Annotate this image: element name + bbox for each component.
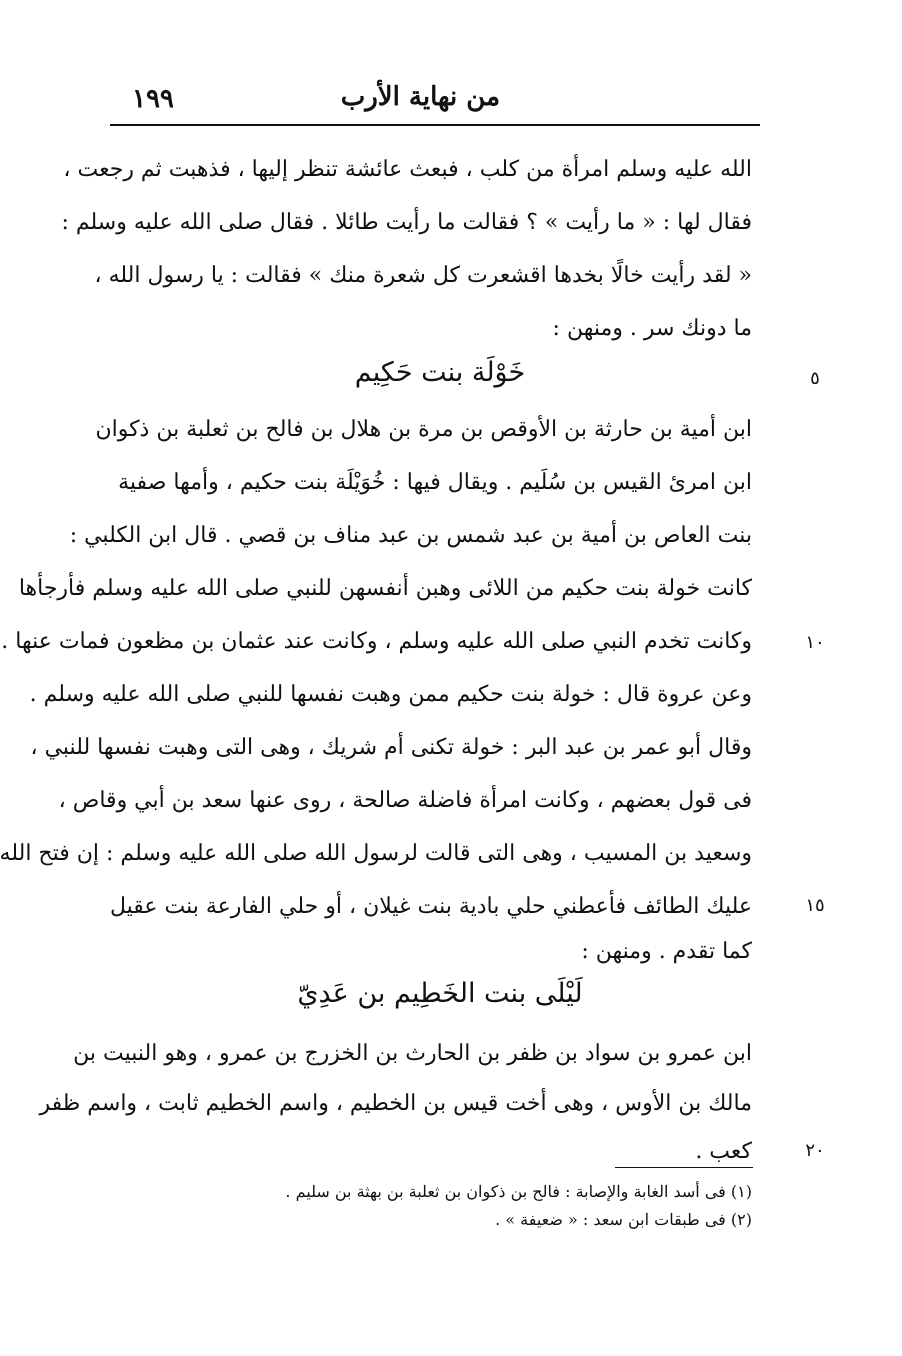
- footnote-1: (١) فى أسد الغابة والإصابة : فالح بن ذكوان بن ثعلبة بن بهثة بن سليم .: [285, 1182, 752, 1201]
- paragraph-1: [61, 150, 752, 341]
- text-line: وسعيد بن المسيب ، وهى التى قالت لرسول الله صلى الله عليه وسلم : إن فتح الله: [0, 841, 752, 866]
- text-line: فى قول بعضهم ، وكانت امرأة فاضلة صالحة ، روى عنها سعد بن أبي وقاص ،: [58, 788, 752, 813]
- text-line: مالك بن الأوس ، وهى أخت قيس بن الخطيم ، واسم الخطيم ثابت ، واسم ظفر: [39, 1091, 752, 1116]
- line-number: ١٠: [805, 632, 825, 653]
- line-number: ١٥: [805, 895, 825, 916]
- paragraph-2: [0, 410, 752, 964]
- line-number: ٢٠: [805, 1140, 825, 1161]
- text-line: وكانت تخدم النبي صلى الله عليه وسلم ، وكانت عند عثمان بن مظعون فمات عنها .: [1, 629, 752, 654]
- page-header: [110, 78, 760, 122]
- text-line: ابن عمرو بن سواد بن ظفر بن الحارث بن الخزرج بن عمرو ، وهو النبيت بن: [73, 1041, 752, 1066]
- running-title: من نهاية الأرب: [340, 82, 500, 112]
- text-line: الله عليه وسلم امرأة من كلب ، فبعث عائشة تنظر إليها ، فذهبت ثم رجعت ،: [63, 157, 752, 182]
- line-number: ٥: [810, 368, 820, 389]
- text-line: ابن امرئ القيس بن سُلَيم . ويقال فيها : خُوَيْلَة بنت حكيم ، وأمها صفية: [118, 470, 752, 495]
- text-line: « لقد رأيت خالًا بخدها اقشعرت كل شعرة منك » فقالت : يا رسول الله ،: [94, 263, 752, 288]
- footnote-2: (٢) فى طبقات ابن سعد : « ضعيفة » .: [495, 1210, 752, 1229]
- text-line: ما دونك سر . ومنهن :: [552, 316, 752, 341]
- section-heading: خَوْلَة بنت حَكِيم: [354, 357, 526, 388]
- text-line: فقال لها : « ما رأيت » ؟ فقالت ما رأيت طائلا . فقال صلى الله عليه وسلم :: [61, 210, 752, 235]
- text-line: وقال أبو عمر بن عبد البر : خولة تكنى أم شريك ، وهى التى وهبت نفسها للنبي ،: [30, 735, 752, 760]
- text-line: وعن عروة قال : خولة بنت حكيم ممن وهبت نفسها للنبي صلى الله عليه وسلم .: [29, 682, 752, 707]
- text-line: عليك الطائف فأعطني حلي بادية بنت غيلان ، أو حلي الفارعة بنت عقيل: [109, 894, 752, 919]
- text-line: كانت خولة بنت حكيم من اللائى وهبن أنفسهن للنبي صلى الله عليه وسلم فأرجأها: [18, 576, 752, 601]
- text-line: ابن أمية بن حارثة بن الأوقص بن مرة بن هلال بن فالح بن ثعلبة بن ذكوان: [95, 417, 752, 442]
- paragraph-3: [39, 1034, 752, 1164]
- text-line: بنت العاص بن أمية بن عبد شمس بن عبد مناف بن قصي . قال ابن الكلبي :: [69, 523, 752, 548]
- text-line: كعب .: [695, 1139, 752, 1164]
- footnote-rule: [615, 1167, 753, 1168]
- text-line: كما تقدم . ومنهن :: [581, 939, 752, 964]
- header-rule: [110, 124, 760, 126]
- page-number: ١٩٩: [132, 84, 174, 114]
- section-heading: لَيْلَى بنت الخَطِيم بن عَدِيّ: [297, 978, 583, 1009]
